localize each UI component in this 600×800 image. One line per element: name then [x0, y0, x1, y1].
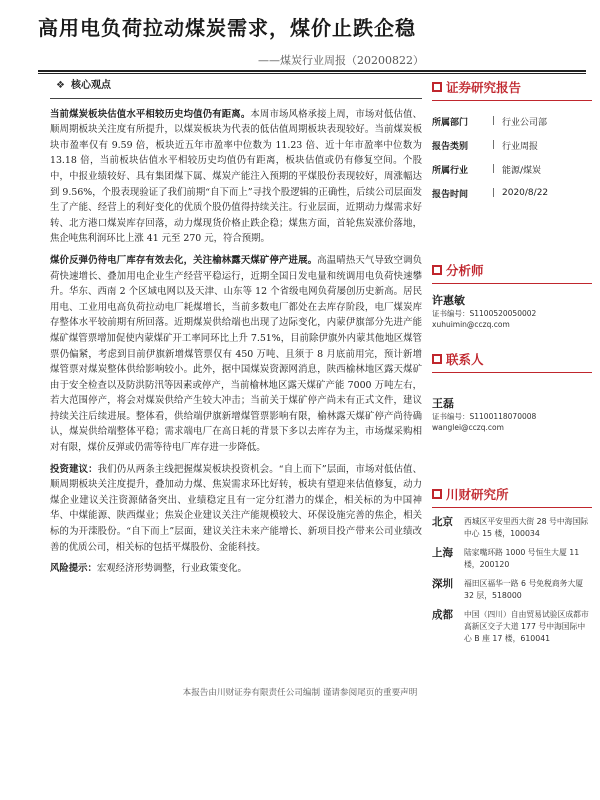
contact-icon — [432, 354, 442, 364]
core-heading: ❖ 核心观点 — [56, 80, 111, 91]
paragraph-valuation: 当前煤炭板块估值水平相较历史均值仍有距离。本周市场风格承接上周，市场对低估值、顺周期板块关注度有所提升，以煤炭板块为代表的低估值周期板块表现较好。当前煤炭板块市盈率仅有 9.59 倍，板块近五年市盈率中位数为 11.23 倍、近十年市盈率中位数为 13.18 倍，当前板块估值水平相较历史均值仍有距离，板块估值或仍有修复空间。个股中，中报业绩较好、具有集团煤下属、煤炭产能注入预期的平煤股份表现较好，周涨幅达到 9.56%，个股表现验证了我们前期“自下而上”寻找个股逻辑的正确性，后续公司层面发生了产能、经营上的利好变化的优质个股仍值得持续关注。行业层面，近期动力煤需求好转、北方港口煤炭库存回落，动力煤现货价格止跌企稳；煤焦方面，首轮焦炭涨价落地，焦企吨焦利润环比上涨 41 元至 270 元，符合预期。 — [50, 108, 422, 245]
analyst-name: 许惠敏 — [432, 294, 465, 307]
analyst-icon — [432, 265, 442, 275]
institute-icon — [432, 489, 442, 499]
contact-card — [432, 395, 592, 433]
info-row-industry: 所属行业 | 能源/煤炭 — [432, 164, 542, 176]
contact-cert: 证书编号：S1100118070008 — [432, 412, 537, 421]
header-rule-thin — [38, 73, 586, 74]
office-beijing: 北京 西城区平安里西大街 28 号中海国际中心 15 楼，100034 — [432, 516, 589, 538]
main-content — [50, 78, 422, 583]
office-shenzhen: 深圳 福田区福华一路 6 号免税商务大厦 32 层，518000 — [432, 578, 584, 600]
analyst-cert: 证书编号：S1100520050002 — [432, 309, 537, 318]
report-heading: 证券研究报告 — [432, 78, 592, 101]
report-icon — [432, 82, 442, 92]
office-shanghai: 上海 陆家嘴环路 1000 号恒生大厦 11 楼，200120 — [432, 547, 580, 569]
contact-heading: 联系人 — [432, 350, 592, 373]
office-chengdu: 成都 中国（四川）自由贸易试验区成都市高新区交子大道 177 号中海国际中心 B 座 17 楼，610041 — [432, 609, 589, 643]
info-row-category: 报告类别 | 行业周报 — [432, 140, 539, 152]
institute-heading: 川财研究所 — [432, 485, 592, 508]
section-rule — [50, 98, 422, 99]
analyst-email[interactable]: xuhuimin@cczq.com — [432, 320, 510, 329]
page-footer: 本报告由川财证券有限责任公司编制 谨请参阅尾页的重要声明 — [182, 688, 418, 698]
analyst-card — [432, 292, 592, 330]
report-title: 高用电负荷拉动煤炭需求，煤价止跌企稳 — [38, 16, 416, 40]
contact-name: 王磊 — [432, 397, 454, 410]
info-row-date: 报告时间 | 2020/8/22 — [432, 188, 549, 200]
header-rule — [38, 70, 586, 72]
paragraph-investment: 投资建议：我们仍从两条主线把握煤炭板块投资机会。“自上而下”层面，市场对低估值、顺周期板块关注度提升，叠加动力煤、焦炭需求环比好转，板块有望迎来估值修复，动力煤企业建议关注资源储备突出、业绩稳定且有一定分红潜力的煤企，相关标的为中国神华、中煤能源、陕西煤业；焦炭企业建议关注产能规模较大、环保设施完善的焦企，相关标的为开滦股份。“自下而上”层面，建议关注未来产能增长、新项目投产带来公司业绩改善的优质公司，相关标的包括平煤股份、金能科技。 — [50, 463, 422, 553]
sidebar — [432, 78, 592, 652]
info-row-department: 所属部门 | 行业公司部 — [432, 116, 548, 128]
report-subtitle: ——煤炭行业周报（20200822） — [258, 54, 424, 67]
analyst-heading: 分析师 — [432, 261, 592, 284]
diamond-bullet-icon: ❖ — [56, 80, 65, 91]
paragraph-supply-demand: 煤价反弹仍待电厂库存有效去化，关注榆林露天煤矿停产进展。高温晴热天气导致空调负荷快速增长、叠加用电企业生产经营平稳运行，近期全国日发电量和统调用电负荷快速攀升。华东、西南 2 个区域电网以及天津、山东等 12 个省级电网负荷屡创历史新高。居民用电、工业用电高负荷拉动电厂耗煤增长，当前多数电厂都处在去库存阶段，电厂煤炭库存整体水平较前期有所回落。近期煤炭供给端也出现了边际变化，内蒙伊旗部分先进产能煤矿煤管票增加促使内蒙煤矿开工率同环比上升 7.51%，目前除伊旗外内蒙其他地区煤管票仍偏紧，考虑到目前伊旗新增煤管票仅有 450 万吨、且须于 8 月底前用完，预计新增煤管票对煤炭整体供给影响较小。此外，据中国煤炭资源网消息，陕西榆林地区露天煤矿由于安全检查以及防洪防汛等因素或停产，当前榆林地区露天煤矿产能 7000 万吨左右，若大范围停产，将会对煤炭供给产生较大冲击；当前关于煤矿停产尚未有正式文件，建议持续关注后续进展。整体看，供给端伊旗新增煤管票影响有限，榆林露天煤矿停产尚待确认，煤炭供给端整体平稳；需求端电厂在高日耗的背景下多以去库存为主，市场煤采购相对有限，煤价反弹或仍需等待电厂库存进一步降低。 — [50, 254, 422, 454]
paragraph-risk: 风险提示：宏观经济形势调整，行业政策变化。 — [50, 563, 247, 575]
contact-email[interactable]: wanglei@cczq.com — [432, 423, 504, 432]
